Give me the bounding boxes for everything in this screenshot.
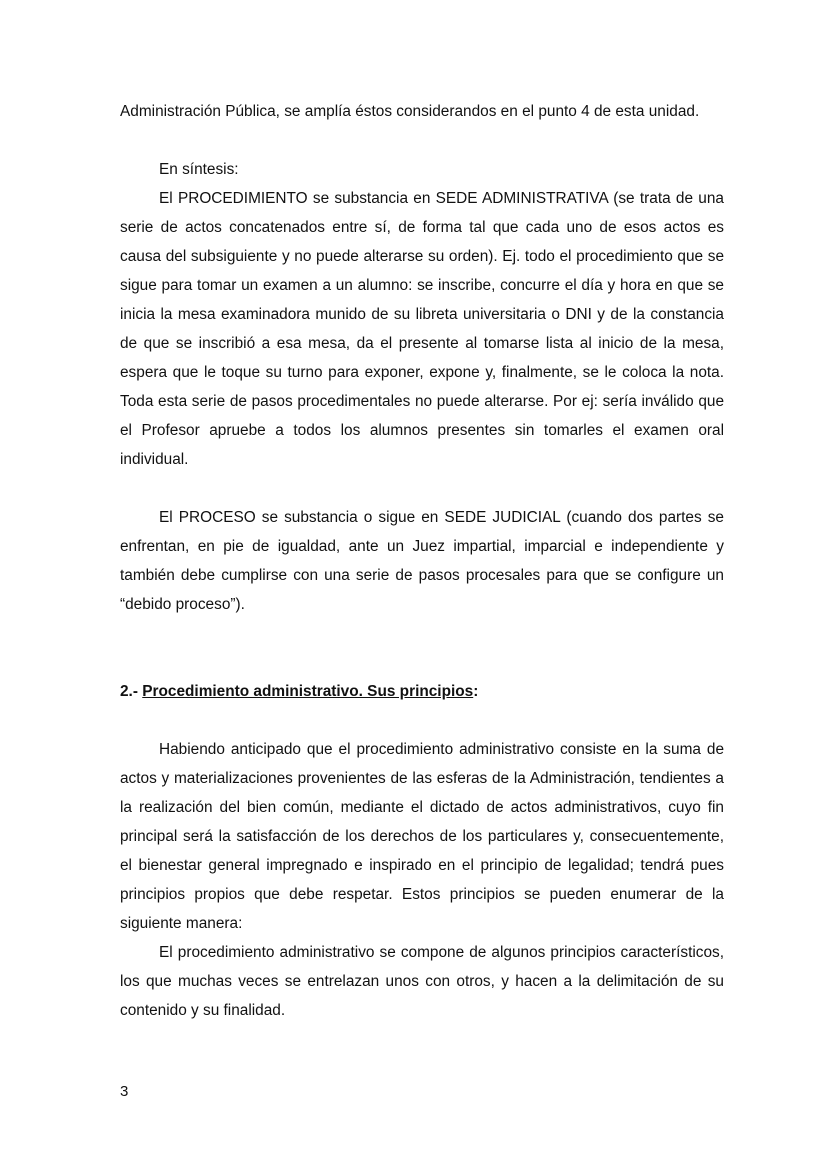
section-heading [120, 677, 724, 706]
paragraph-principios: El procedimiento administrativo se compone de algunos principios característicos, los que muchas veces se entrelazan unos con otros, y hacen a la delimitación de su contenido y su finalidad. [120, 944, 724, 1019]
section-colon: : [473, 683, 479, 700]
page-number: 3 [120, 1083, 129, 1100]
paragraph-habiendo: Habiendo anticipado que el procedimiento administrativo consiste en la suma de actos y materializaciones provenientes de las esferas de la Administración, tendientes a la realización del bien común, mediante el dictado de actos administrativos, cuyo fin principal será la satisfacción de los derechos de los particulares y, consecuentemente, el bienestar general impregnado e inspirado en el principio de legalidad; tendrá pues principios propios que debe respetar. Estos principios se pueden enumerar de la siguiente manera: [120, 741, 724, 932]
spacer [120, 126, 724, 155]
spacer [120, 474, 724, 503]
document-body [120, 97, 724, 1025]
paragraph-proceso: El PROCESO se substancia o sigue en SEDE JUDICIAL (cuando dos partes se enfrentan, en pie de igualdad, ante un Juez impartial, imparcial e independiente y también debe cumplirse con una serie de pasos procesales para que se configure un “debido proceso”). [120, 509, 724, 613]
section-number: 2.- [120, 683, 143, 700]
spacer [120, 706, 724, 735]
section-title: Procedimiento administrativo. Sus principios [142, 683, 474, 700]
paragraph-intro: Administración Pública, se amplía éstos considerandos en el punto 4 de esta unidad. [120, 103, 700, 120]
spacer [120, 619, 724, 677]
paragraph-synthesis-label: En síntesis: [159, 161, 239, 178]
paragraph-procedimiento: El PROCEDIMIENTO se substancia en SEDE ADMINISTRATIVA (se trata de una serie de actos concatenados entre sí, de forma tal que cada uno de esos actos es causa del subsiguiente y no puede alterarse su orden). Ej. todo el procedimiento que se sigue para tomar un examen a un alumno: se inscribe, concurre el día y hora en que se inicia la mesa examinadora munido de su libreta universitaria o DNI y de la constancia de que se inscribió a esa mesa, da el presente al tomarse lista al inicio de la mesa, espera que le toque su turno para exponer, expone y, finalmente, se le coloca la nota. Toda esta serie de pasos procedimentales no puede alterarse. Por ej: sería inválido que el Profesor apruebe a todos los alumnos presentes sin tomarles el examen oral individual. [120, 190, 724, 468]
